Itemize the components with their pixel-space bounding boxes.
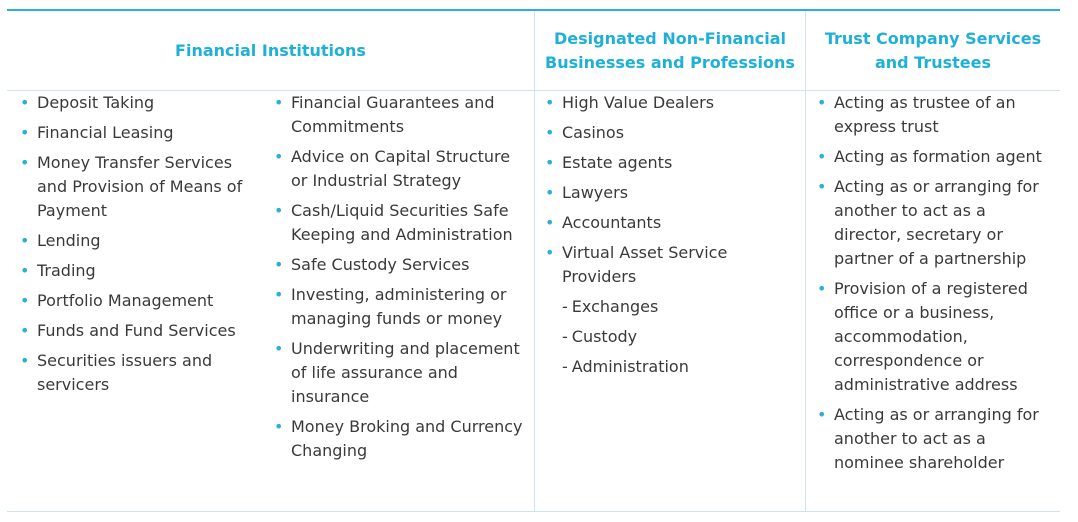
fi-column-1 [17, 91, 262, 403]
sub-list-item [542, 355, 797, 379]
list-item: • Trading [17, 259, 262, 283]
dash: - [562, 327, 568, 346]
list-item: • Advice on Capital Structure or Industrial Strategy [271, 145, 531, 193]
list-item: • Money Transfer Services and Provision of Means of Payment [17, 151, 262, 223]
header-financial-institutions: Financial Institutions [175, 40, 366, 60]
sub-list-item [542, 295, 797, 319]
list-item: • Deposit Taking [17, 91, 262, 115]
list-item: • Provision of a registered office or a business, accommodation, correspondence or administrative address [814, 277, 1054, 397]
list-item: • Financial Leasing [17, 121, 262, 145]
list-item: • Financial Guarantees and Commitments [271, 91, 531, 139]
header-tcsp: Trust Company Services and Trustees [824, 28, 1042, 72]
sub-list-item [542, 325, 797, 349]
list-item: • Casinos [542, 121, 797, 145]
list-item: • Acting as or arranging for another to act as a nominee shareholder [814, 403, 1054, 475]
sub-item-label: Custody [571, 327, 638, 346]
list-item: • Lawyers [542, 181, 797, 205]
list-item: • Acting as or arranging for another to act as a director, secretary or partner of a partnership [814, 175, 1054, 271]
dash: - [562, 297, 568, 316]
list-item: • Portfolio Management [17, 289, 262, 313]
header-dnfbp: Designated Non-Financial Businesses and Professions [545, 28, 795, 72]
list-item: • Accountants [542, 211, 797, 235]
list-item: • Investing, administering or managing funds or money [271, 283, 531, 331]
list-item: • Acting as trustee of an express trust [814, 91, 1054, 139]
list-item: • Securities issuers and servicers [17, 349, 262, 397]
fi-column-2 [271, 91, 531, 469]
list-item: • High Value Dealers [542, 91, 797, 115]
list-item: • Cash/Liquid Securities Safe Keeping and Administration [271, 199, 531, 247]
dnfbp-column [542, 91, 797, 385]
list-item: • Virtual Asset Service Providers [542, 241, 797, 289]
list-item: • Lending [17, 229, 262, 253]
sub-item-label: Exchanges [571, 297, 659, 316]
list-item: • Acting as formation agent [814, 145, 1054, 169]
sub-item-label: Administration [571, 357, 689, 376]
tcsp-column [814, 91, 1054, 481]
list-item: • Funds and Fund Services [17, 319, 262, 343]
list-item: • Underwriting and placement of life assurance and insurance [271, 337, 531, 409]
entity-table [7, 9, 1060, 512]
list-item: • Safe Custody Services [271, 253, 531, 277]
list-item: • Money Broking and Currency Changing [271, 415, 531, 463]
list-item: • Estate agents [542, 151, 797, 175]
dash: - [562, 357, 568, 376]
